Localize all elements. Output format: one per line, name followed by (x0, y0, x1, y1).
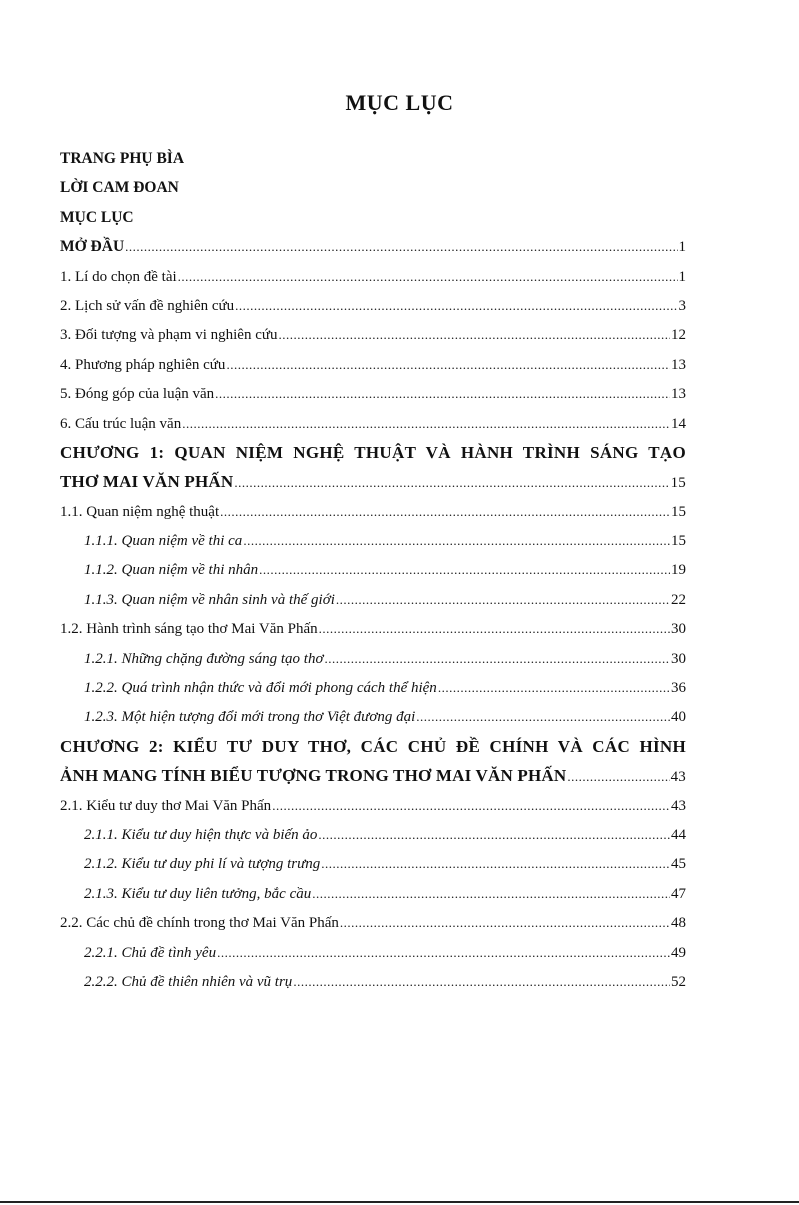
toc-page-number: 30 (671, 650, 686, 667)
toc-entry (60, 555, 686, 584)
page-title: MỤC LỤC (345, 90, 454, 115)
toc-page-number: 15 (670, 475, 686, 492)
toc-entry (60, 350, 686, 379)
toc-page-number: 40 (671, 709, 686, 726)
toc-label: 2.1. Kiểu tư duy thơ Mai Văn Phấn (60, 797, 272, 814)
toc-entry (60, 879, 686, 908)
toc-label: 2.2. Các chủ đề chính trong thơ Mai Văn Phấn (60, 915, 339, 932)
toc-entry (60, 938, 686, 967)
toc-leader-dots (336, 585, 670, 614)
toc-label: 1.1.1. Quan niệm về thi ca (84, 533, 243, 550)
toc-leader-dots (243, 526, 670, 555)
toc-entry (60, 644, 686, 673)
toc-leader-dots (312, 879, 670, 908)
toc-label: 5. Đóng góp của luận văn (60, 386, 215, 403)
toc-label: 1.1. Quan niệm nghệ thuật (60, 503, 220, 520)
toc-leader-dots (259, 555, 670, 584)
toc-leader-dots (319, 614, 670, 643)
toc-leader-dots (235, 291, 677, 320)
toc-leader-dots (217, 938, 670, 967)
toc-leader-dots (215, 379, 670, 408)
toc-leader-dots (272, 791, 670, 820)
toc-page-number: 47 (671, 885, 686, 902)
toc-leader-dots (220, 497, 670, 526)
toc-page-number: 15 (671, 503, 686, 520)
toc-label: TRANG PHỤ BÌA (60, 150, 185, 167)
toc-chapter-heading-continued (60, 761, 686, 790)
toc-leader-dots (226, 350, 670, 379)
toc-entry (60, 232, 686, 261)
toc-label: 1.2.3. Một hiện tượng đổi mới trong thơ Việt đương đại (84, 709, 416, 726)
toc-label: THƠ MAI VĂN PHẤN (60, 472, 234, 492)
toc-label: 2.2.2. Chủ đề thiên nhiên và vũ trụ (84, 973, 293, 990)
toc-front-matter-declaration (60, 173, 686, 202)
toc-chapter-2 (60, 732, 686, 997)
toc-page-number: 1 (678, 239, 686, 256)
toc-page-number: 52 (671, 973, 686, 990)
toc-chapter-heading: CHƯƠNG 2: KIỂU TƯ DUY THƠ, CÁC CHỦ ĐỀ CHÍNH VÀ CÁC HÌNH (60, 736, 686, 756)
toc-entry (60, 379, 686, 408)
toc-page-number: 49 (671, 944, 686, 961)
toc-label: MỤC LỤC (60, 208, 134, 226)
toc-entry (60, 702, 686, 731)
toc-entry (60, 673, 686, 702)
toc-page-number: 13 (671, 386, 686, 403)
toc-leader-dots (340, 908, 670, 937)
toc-leader-dots (438, 673, 670, 702)
toc-entry (60, 614, 686, 643)
toc-label: 1.1.2. Quan niệm về thi nhân (84, 562, 259, 579)
toc-label: 2.1.1. Kiểu tư duy hiện thực và biến ảo (84, 826, 318, 843)
page-bottom-rule (0, 1201, 799, 1203)
toc-entry (60, 409, 686, 438)
toc-front-matter-contents (60, 203, 686, 232)
toc-chapter-1 (60, 438, 686, 732)
toc-entry (60, 526, 686, 555)
toc-label: 1.2.1. Những chặng đường sáng tạo thơ (84, 650, 324, 667)
toc-leader-dots (321, 849, 670, 878)
toc-page-number: 3 (678, 297, 686, 314)
toc-leader-dots (567, 762, 669, 791)
toc-chapter-heading: CHƯƠNG 1: QUAN NIỆM NGHỆ THUẬT VÀ HÀNH TRÌNH SÁNG TẠO (60, 442, 686, 462)
toc-front-matter-cover (60, 144, 686, 173)
toc-leader-dots (318, 820, 670, 849)
toc-entry (60, 497, 686, 526)
toc-leader-dots (324, 644, 670, 673)
toc-leader-dots (178, 262, 678, 291)
toc-page-number: 43 (670, 769, 686, 786)
table-of-contents (60, 144, 686, 996)
toc-page-number: 12 (671, 327, 686, 344)
toc-chapter-1-entries (60, 497, 686, 732)
toc-label: 1. Lí do chọn đề tài (60, 268, 177, 285)
toc-intro-section (60, 232, 686, 438)
toc-page-number: 15 (671, 533, 686, 550)
toc-entry (60, 791, 686, 820)
toc-entry (60, 820, 686, 849)
toc-entry (60, 320, 686, 349)
toc-label: 6. Cấu trúc luận văn (60, 415, 182, 432)
toc-page-number: 48 (671, 915, 686, 932)
toc-leader-dots (279, 320, 671, 349)
toc-page-number: 1 (678, 268, 686, 285)
toc-page-number: 44 (671, 826, 686, 843)
toc-label: 2. Lịch sử vấn đề nghiên cứu (60, 297, 235, 314)
toc-page-number: 45 (671, 856, 686, 873)
toc-leader-dots (234, 468, 669, 497)
toc-label: 4. Phương pháp nghiên cứu (60, 356, 226, 373)
toc-entry (60, 849, 686, 878)
toc-entry (60, 262, 686, 291)
toc-label: MỞ ĐẦU (60, 238, 125, 256)
toc-label: ẢNH MANG TÍNH BIỂU TƯỢNG TRONG THƠ MAI VĂN PHẤN (60, 766, 567, 786)
toc-leader-dots (293, 967, 670, 996)
toc-page-number: 22 (671, 591, 686, 608)
toc-entry (60, 967, 686, 996)
toc-chapter-heading-continued (60, 467, 686, 496)
toc-page-number: 30 (671, 621, 686, 638)
toc-label: 3. Đối tượng và phạm vi nghiên cứu (60, 327, 278, 344)
toc-leader-dots (125, 232, 677, 261)
toc-page-number: 36 (671, 680, 686, 697)
toc-page-number: 19 (671, 562, 686, 579)
toc-entry (60, 908, 686, 937)
toc-label: 2.1.2. Kiểu tư duy phi lí và tượng trưng (84, 856, 321, 873)
toc-leader-dots (182, 409, 670, 438)
toc-label: 1.2. Hành trình sáng tạo thơ Mai Văn Phấn (60, 621, 318, 638)
toc-label: 2.2.1. Chủ đề tình yêu (84, 944, 217, 961)
toc-label: LỜI CAM ĐOAN (60, 179, 179, 197)
toc-label: 2.1.3. Kiểu tư duy liên tưởng, bắc cầu (84, 885, 312, 902)
toc-page-number: 14 (671, 415, 686, 432)
toc-page-number: 13 (671, 356, 686, 373)
toc-label: 1.1.3. Quan niệm về nhân sinh và thế giới (84, 591, 335, 608)
toc-chapter-2-entries (60, 791, 686, 997)
toc-label: 1.2.2. Quá trình nhận thức và đổi mới phong cách thể hiện (84, 680, 437, 697)
toc-entry (60, 291, 686, 320)
toc-page-number: 43 (671, 797, 686, 814)
toc-leader-dots (416, 702, 670, 731)
toc-entry (60, 585, 686, 614)
